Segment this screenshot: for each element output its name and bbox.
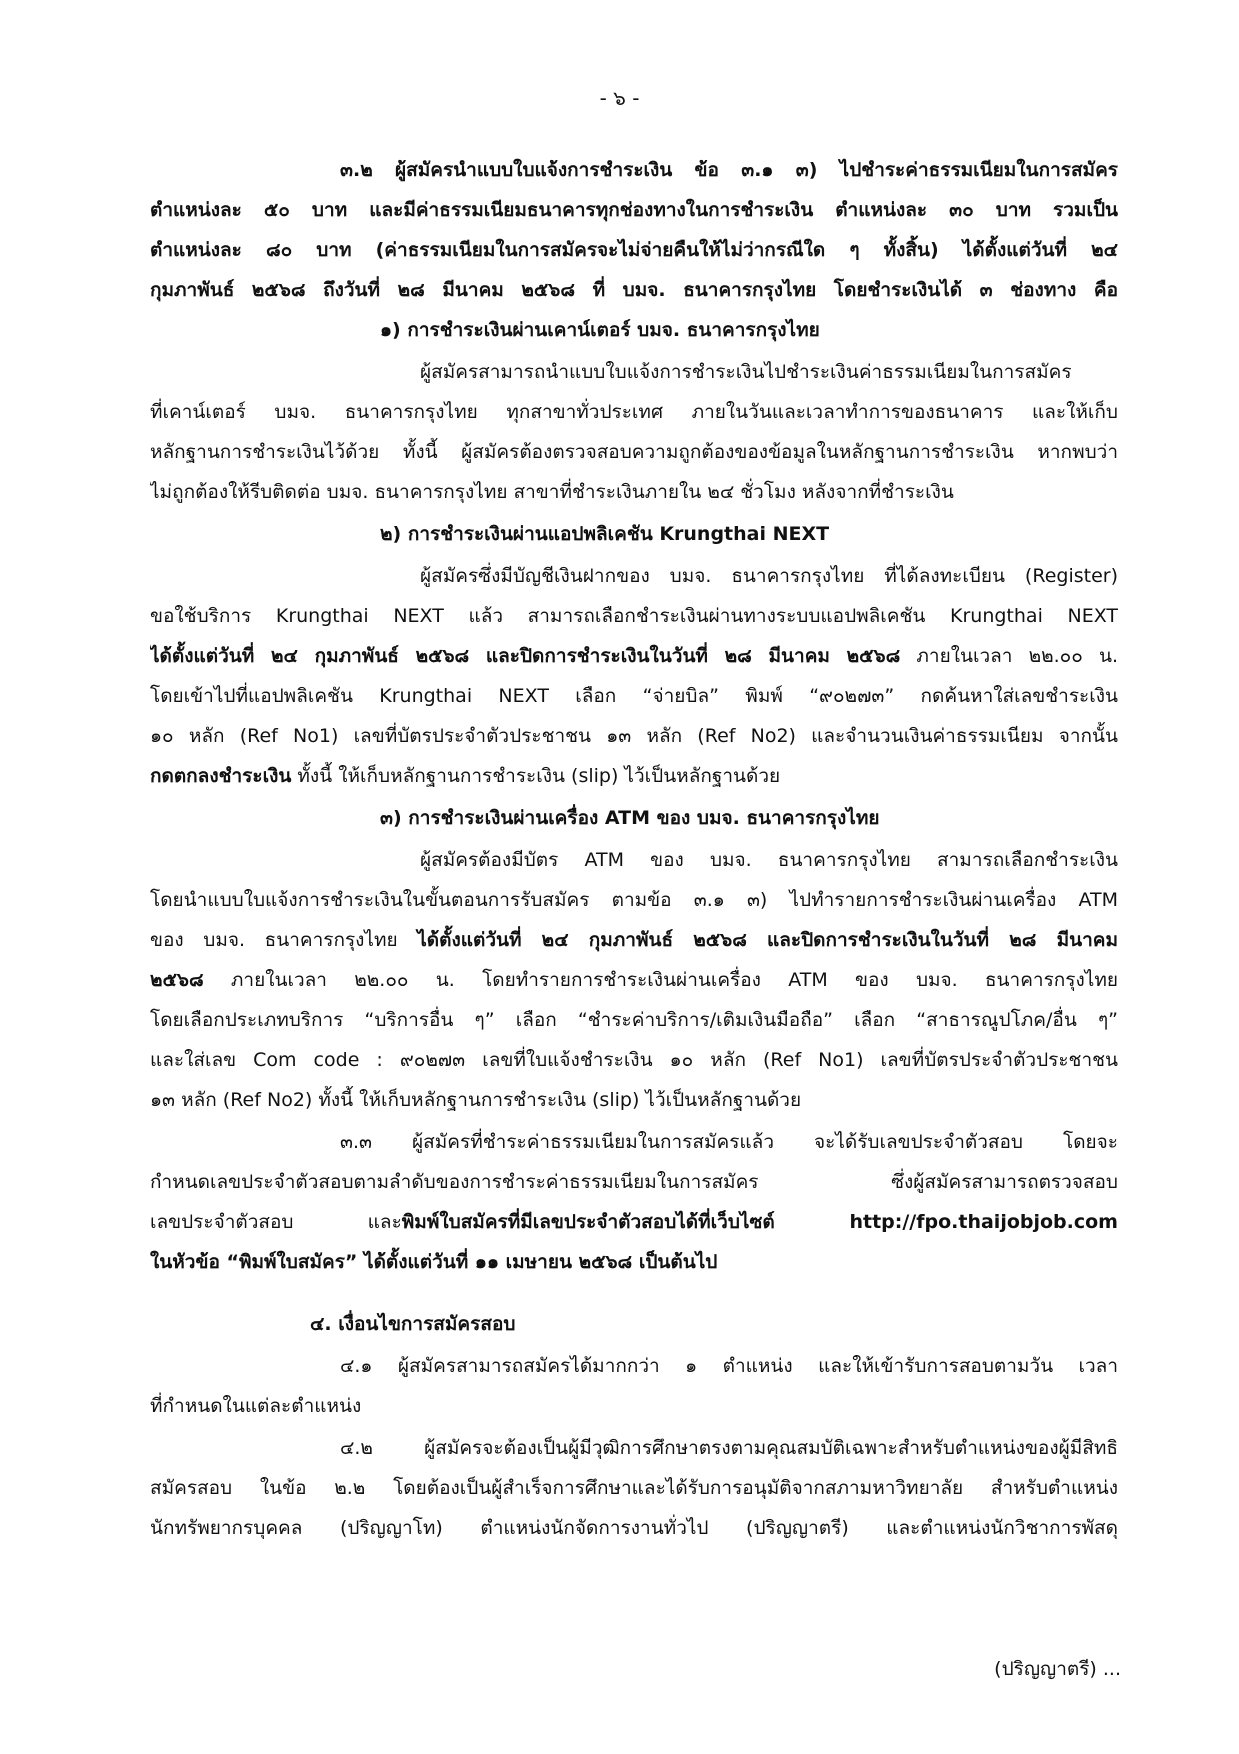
text-line bbox=[150, 960, 1118, 1000]
text-run: ขอใช้บริการ Krungthai NEXT แล้ว สามารถเลือกชำระเงินผ่านทางระบบแอปพลิเคชัน Krungthai NEXT bbox=[150, 605, 1118, 627]
text-line bbox=[150, 230, 1118, 270]
text-run: ผู้สมัครซึ่งมีบัญชีเงินฝากของ บมจ. ธนาคารกรุงไทย ที่ได้ลงทะเบียน (Register) bbox=[420, 565, 1118, 587]
text-line bbox=[340, 1346, 1118, 1386]
text-run: ตำแหน่งละ ๘๐ บาท bbox=[150, 239, 376, 261]
text-line bbox=[380, 514, 1118, 554]
text-line bbox=[150, 472, 1118, 512]
text-run: ๒๕๖๘ bbox=[150, 969, 204, 991]
text-run: โดยนำแบบใบแจ้งการชำระเงินในขั้นตอนการรับสมัคร ตามข้อ ๓.๑ ๓) ไปทำรายการชำระเงินผ่านเครื่อง ATM bbox=[150, 889, 1118, 911]
text-line bbox=[380, 798, 1118, 838]
text-run: ทั้งนี้ ให้เก็บหลักฐานการชำระเงิน (slip) ไว้เป็นหลักฐานด้วย bbox=[291, 765, 781, 787]
text-run: ผู้สมัครต้องมีบัตร ATM ของ บมจ. ธนาคารกรุงไทย สามารถเลือกชำระเงิน bbox=[420, 849, 1118, 871]
text-run: ได้ตั้งแต่วันที่ ๒๔ กุมภาพันธ์ ๒๕๖๘ และปิดการชำระเงินในวันที่ ๒๘ มีนาคม ๒๕๖๘ bbox=[150, 645, 901, 667]
text-line bbox=[150, 636, 1118, 676]
text-line bbox=[150, 1386, 1118, 1426]
text-run: พิมพ์ใบสมัครที่มีเลขประจำตัวสอบได้ที่เว็บไซต์ http://fpo.thaijobjob.com bbox=[401, 1211, 1118, 1233]
text-run: ๑) การชำระเงินผ่านเคาน์เตอร์ บมจ. ธนาคารกรุงไทย bbox=[380, 319, 820, 341]
text-line bbox=[150, 190, 1118, 230]
text-run: ตำแหน่งละ ๕๐ บาท และมีค่าธรรมเนียมธนาคารทุกช่องทางในการชำระเงิน ตำแหน่งละ ๓๐ บาท รวมเป็น bbox=[150, 199, 1118, 221]
text-run: ได้ตั้งแต่วันที่ ๒๔ กุมภาพันธ์ ๒๕๖๘ และปิดการชำระเงินในวันที่ ๒๘ มีนาคม bbox=[417, 929, 1118, 951]
text-line bbox=[150, 756, 1118, 796]
text-run: เลขประจำตัวสอบ และ bbox=[150, 1211, 402, 1233]
text-run: และใส่เลข Com code : ๙๐๒๗๓ เลขที่ใบแจ้งชำระเงิน ๑๐ หลัก (Ref No1) เลขที่บัตรประจำตัวประชาชน bbox=[150, 1049, 1118, 1071]
text-run: ๔. เงื่อนไขการสมัครสอบ bbox=[310, 1313, 516, 1335]
text-line bbox=[150, 1040, 1118, 1080]
text-run: กำหนดเลขประจำตัวสอบตามลำดับของการชำระค่าธรรมเนียมในการสมัคร ซึ่งผู้สมัครสามารถตรวจสอบ bbox=[150, 1171, 1118, 1193]
text-run: ผู้สมัครสามารถนำแบบใบแจ้งการชำระเงินไปชำระเงินค่าธรรมเนียมในการสมัคร bbox=[420, 361, 1072, 383]
continuation-footer: (ปริญญาตรี) ... bbox=[994, 1658, 1121, 1680]
text-run: ๑๐ หลัก (Ref No1) เลขที่บัตรประจำตัวประชาชน ๑๓ หลัก (Ref No2) และจำนวนเงินค่าธรรมเนียม จากนั้น bbox=[150, 725, 1118, 747]
text-line bbox=[420, 840, 1118, 880]
text-line bbox=[150, 270, 1118, 310]
text-line bbox=[150, 1508, 1118, 1548]
text-line bbox=[340, 1428, 1118, 1468]
text-line bbox=[150, 1000, 1118, 1040]
text-line bbox=[150, 676, 1118, 716]
text-line bbox=[150, 880, 1118, 920]
text-line bbox=[150, 1080, 1118, 1120]
text-line bbox=[150, 432, 1118, 472]
text-run: ๒) การชำระเงินผ่านแอปพลิเคชัน Krungthai NEXT bbox=[380, 523, 830, 545]
text-line bbox=[150, 1242, 1118, 1282]
text-run: ที่เคาน์เตอร์ บมจ. ธนาคารกรุงไทย ทุกสาขาทั่วประเทศ ภายในวันและเวลาทำการของธนาคาร และให้เก็บ bbox=[150, 401, 1118, 423]
text-line bbox=[150, 920, 1118, 960]
text-line bbox=[150, 596, 1118, 636]
text-line bbox=[420, 556, 1118, 596]
text-run: ๓.๓ ผู้สมัครที่ชำระค่าธรรมเนียมในการสมัครแล้ว จะได้รับเลขประจำตัวสอบ โดยจะ bbox=[340, 1131, 1118, 1153]
text-run: กุมภาพันธ์ ๒๕๖๘ ถึงวันที่ ๒๘ มีนาคม ๒๕๖๘ ที่ บมจ. ธนาคารกรุงไทย โดยชำระเงินได้ ๓ ช่องทาง คือ bbox=[150, 279, 1118, 301]
text-run: กดตกลงชำระเงิน bbox=[150, 765, 292, 787]
text-line bbox=[420, 352, 1118, 392]
text-run: ภายในเวลา ๒๒.๐๐ น. โดยทำรายการชำระเงินผ่านเครื่อง ATM ของ บมจ. ธนาคารกรุงไทย bbox=[203, 969, 1118, 991]
text-line bbox=[150, 1162, 1118, 1202]
text-run: โดยเข้าไปที่แอปพลิเคชัน Krungthai NEXT เลือก “จ่ายบิล” พิมพ์ “๙๐๒๗๓” กดค้นหาใส่เลขชำระเงิน bbox=[150, 685, 1118, 707]
page-number: - ๖ - bbox=[599, 86, 640, 110]
text-run: ในหัวข้อ “พิมพ์ใบสมัคร” ได้ตั้งแต่วันที่ ๑๑ เมษายน ๒๕๖๘ เป็นต้นไป bbox=[150, 1251, 718, 1273]
text-run: ๓) การชำระเงินผ่านเครื่อง ATM ของ บมจ. ธนาคารกรุงไทย bbox=[380, 807, 880, 829]
text-line bbox=[150, 716, 1118, 756]
text-run: ของ บมจ. ธนาคารกรุงไทย bbox=[150, 929, 418, 951]
text-run: โดยเลือกประเภทบริการ “บริการอื่น ๆ” เลือก “ชำระค่าบริการ/เติมเงินมือถือ” เลือก “สาธารณูปโภค/อื่น ๆ” bbox=[150, 1009, 1118, 1031]
text-run: ๔.๑ ผู้สมัครสามารถสมัครได้มากกว่า ๑ ตำแหน่ง และให้เข้ารับการสอบตามวัน เวลา bbox=[340, 1355, 1118, 1377]
text-line bbox=[310, 1304, 1118, 1344]
text-run: ไม่ถูกต้องให้รีบติดต่อ บมจ. ธนาคารกรุงไทย สาขาที่ชำระเงินภายใน ๒๔ ชั่วโมง หลังจากที่ชำระเงิน bbox=[150, 481, 954, 503]
text-line bbox=[150, 1202, 1118, 1242]
text-run: ๑๓ หลัก (Ref No2) ทั้งนี้ ให้เก็บหลักฐานการชำระเงิน (slip) ไว้เป็นหลักฐานด้วย bbox=[150, 1089, 802, 1111]
text-run: ๓.๒ ผู้สมัครนำแบบใบแจ้งการชำระเงิน ข้อ ๓.๑ ๓) ไปชำระค่าธรรมเนียมในการสมัคร bbox=[340, 159, 1118, 181]
text-run: นักทรัพยากรบุคคล (ปริญญาโท) ตำแหน่งนักจัดการงานทั่วไป (ปริญญาตรี) และตำแหน่งนักวิชาการพัสดุ bbox=[150, 1517, 1118, 1539]
text-run: ภายในเวลา ๒๒.๐๐ น. bbox=[900, 645, 1118, 667]
text-run: สมัครสอบ ในข้อ ๒.๒ โดยต้องเป็นผู้สำเร็จการศึกษาและได้รับการอนุมัติจากสภามหาวิทยาลัย สำหรับตำแหน่ง bbox=[150, 1477, 1118, 1499]
text-line bbox=[380, 310, 1118, 350]
text-run: (ค่าธรรมเนียมในการสมัครจะไม่จ่ายคืนให้ไม่ว่ากรณีใด ๆ ทั้งสิ้น) ได้ตั้งแต่วันที่ ๒๔ bbox=[375, 239, 1118, 261]
text-line bbox=[150, 392, 1118, 432]
text-run: ที่กำหนดในแต่ละตำแหน่ง bbox=[150, 1395, 362, 1417]
text-line bbox=[150, 1468, 1118, 1508]
text-line bbox=[340, 1122, 1118, 1162]
text-line bbox=[340, 150, 1118, 190]
text-run: หลักฐานการชำระเงินไว้ด้วย ทั้งนี้ ผู้สมัครต้องตรวจสอบความถูกต้องของข้อมูลในหลักฐานการชำระเงิน หากพบว่า bbox=[150, 441, 1118, 463]
text-run: ๔.๒ ผู้สมัครจะต้องเป็นผู้มีวุฒิการศึกษาตรงตามคุณสมบัติเฉพาะสำหรับตำแหน่งของผู้มีสิทธิ bbox=[340, 1437, 1118, 1459]
